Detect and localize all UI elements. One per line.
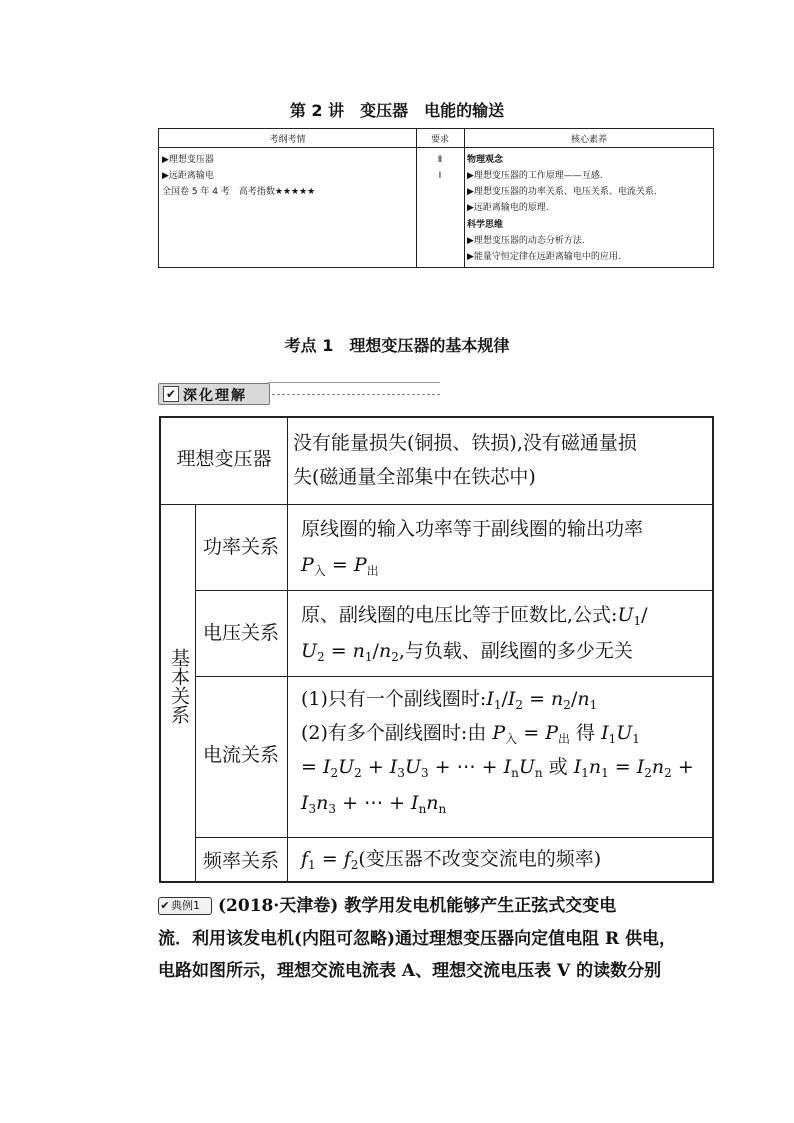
competency-heading: 科学思维 — [467, 220, 504, 230]
divider — [268, 382, 440, 383]
banner-box — [158, 383, 270, 405]
ideal-text: 失(磁通量全部集中在铁芯中) — [293, 466, 536, 488]
voltage-text-tail: ,与负载、副线圈的多少无关 — [398, 640, 633, 662]
example-line: 电路如图所示，理想交流电流表 A、理想交流电压表 V 的读数分别 — [158, 961, 662, 981]
syllabus-item: 全国卷 5 年 4 考 高考指数★★★★★ — [162, 187, 316, 197]
level-value: Ⅱ — [437, 155, 443, 165]
frequency-tail: (变压器不改变交流电的频率) — [358, 848, 602, 870]
voltage-text-lead: 原、副线圈的电压比等于匝数比,公式: — [301, 604, 618, 626]
cell-border — [195, 676, 712, 677]
power-formula: $P_入 = P_出$ — [301, 554, 379, 578]
power-text: 原线圈的输入功率等于副线圈的输出功率 — [301, 518, 644, 540]
competency-item: ▶远距离输电的原理. — [467, 203, 549, 213]
word-or: 或 — [548, 756, 568, 778]
header-cell: 考纲考情 — [269, 135, 306, 145]
row-label-voltage: 电压关系 — [202, 622, 279, 644]
level-value: Ⅰ — [438, 171, 442, 181]
voltage-formula: $U_2 = n_1/n_2$,与负载、副线圈的多少无关 — [301, 640, 633, 664]
word-de: 得 — [576, 722, 596, 744]
competency-item: ▶理想变压器的动态分析方法. — [467, 236, 585, 246]
example-line: 流．利用该发电机(内阻可忽略)通过理想变压器向定值电阻 R 供电， — [158, 929, 677, 949]
current-case-2: (2)有多个副线圈时:由 $P_入 = P_出$ 得 $I_1U_1$ — [301, 722, 640, 746]
cell-border — [161, 504, 712, 505]
header-cell: 核心素养 — [570, 135, 607, 145]
header-cell: 要求 — [430, 135, 449, 145]
cell-border — [195, 837, 712, 838]
row-label-current: 电流关系 — [202, 744, 279, 766]
column-divider — [416, 129, 417, 267]
cell-border — [195, 590, 712, 591]
group-label: 基本关系 — [168, 648, 190, 724]
competency-item: ▶理想变压器的功率关系、电压关系、电流关系. — [467, 187, 657, 197]
column-divider — [464, 129, 465, 267]
row-label-power: 功率关系 — [202, 536, 279, 558]
row-group-basic — [165, 648, 193, 724]
competency-heading: 物理观念 — [467, 155, 504, 165]
section-title: 考点 1 理想变压器的基本规律 — [284, 336, 510, 355]
deepen-understanding-banner — [158, 381, 440, 405]
check-icon: ✔ — [163, 386, 179, 402]
current-formula: $I_3n_3$ + ⋯ + $I_nn_n$ — [301, 792, 447, 816]
voltage-text: 原、副线圈的电压比等于匝数比,公式$:U_1/$ — [301, 604, 648, 628]
row-label-ideal: 理想变压器 — [176, 448, 272, 470]
competency-item: ▶能量守恒定律在远距离输电中的应用. — [467, 252, 621, 262]
header-divider — [159, 147, 713, 148]
competency-item: ▶理想变压器的工作原理——互感. — [467, 171, 603, 181]
syllabus-table — [158, 128, 714, 268]
ideal-text: 没有能量损失(铜损、铁损),没有磁通量损 — [293, 432, 637, 454]
example-badge — [158, 897, 212, 915]
banner-label: 深化理解 — [183, 388, 247, 404]
badge-label: 典例1 — [171, 899, 200, 912]
dashed-rule — [272, 394, 440, 395]
transformer-rules-table — [159, 416, 714, 883]
current-case-1-text: (1)只有一个副线圈时: — [301, 688, 487, 710]
check-icon: ✔ — [160, 899, 170, 912]
example-line: (2018·天津卷) 教学用发电机能够产生正弦式交变电 — [218, 896, 617, 916]
cell-border — [287, 504, 288, 881]
syllabus-item: ▶远距离输电 — [162, 171, 214, 181]
cell-border — [195, 504, 196, 881]
current-case-2-text: (2)有多个副线圈时:由 — [301, 722, 487, 744]
cell-border — [287, 418, 288, 505]
row-label-frequency: 频率关系 — [202, 850, 279, 872]
frequency-text: $f_1 = f_2$(变压器不改变交流电的频率) — [301, 848, 602, 872]
current-formula: = $I_2U_2 + I_3U_3$ + ⋯ + $I_nU_n$ 或 $I_1n_1 = I_2n_2$ + — [301, 756, 694, 780]
page-title: 第 2 讲 变压器 电能的输送 — [289, 101, 505, 120]
syllabus-item: ▶理想变压器 — [162, 155, 214, 165]
current-case-1: (1)只有一个副线圈时$:I_1/I_2 = n_2/n_1$ — [301, 688, 598, 712]
